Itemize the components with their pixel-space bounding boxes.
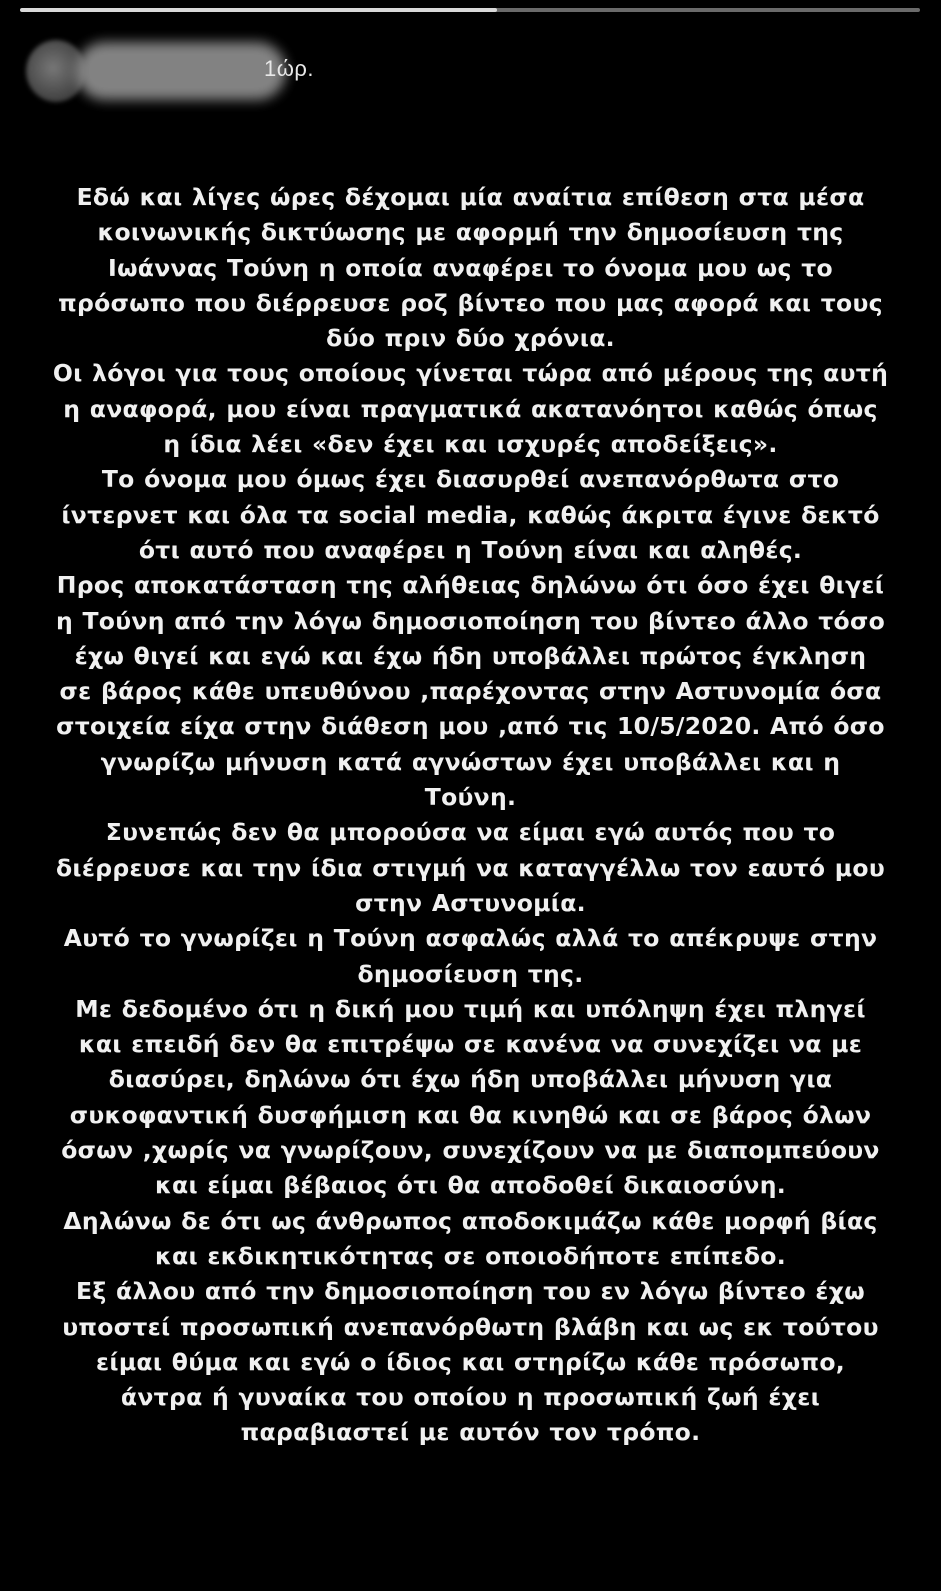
story-text-line: κοινωνικής δικτύωσης με αφορμή την δημοσίευση της <box>97 218 844 247</box>
story-text-line: δημοσίευση της. <box>357 959 584 988</box>
story-text-line: ίντερνετ και όλα τα social media, καθώς άκριτα έγινε δεκτό <box>61 500 880 529</box>
story-text-line: παραβιαστεί με αυτόν τον τρόπο. <box>240 1418 701 1447</box>
username-blurred[interactable] <box>76 42 286 100</box>
story-text-line: διέρρευσε και την ίδια στιγμή να καταγγέλλω τον εαυτό μου <box>55 853 885 882</box>
story-text-line: διασύρει, δηλώνω ότι έχω ήδη υποβάλλει μήνυση για <box>108 1065 833 1094</box>
story-text-line: η αναφορά, μου είναι πραγματικά ακατανόητοι καθώς όπως <box>63 394 878 423</box>
story-text-line: και επειδή δεν θα επιτρέψω σε κανένα να συνεχίζει να με <box>78 1030 863 1059</box>
story-text-line: Συνεπώς δεν θα μπορούσα να είμαι εγώ αυτός που το <box>105 818 836 847</box>
story-text-line: η Τούνη από την λόγω δημοσιοποίηση του βίντεο άλλο τόσο <box>55 606 886 635</box>
story-text-line: άντρα ή γυναίκα του οποίου η προσωπική ζωή έχει <box>120 1383 821 1412</box>
story-text-line: δύο πριν δύο χρόνια. <box>326 324 615 353</box>
story-text-line: και εκδικητικότητας σε οποιοδήποτε επίπεδο. <box>155 1241 786 1270</box>
story-text-line: Δηλώνω δε ότι ως άνθρωπος αποδοκιμάζω κάθε μορφή βίας <box>63 1206 878 1235</box>
story-text-line: ότι αυτό που αναφέρει η Τούνη είναι και αληθές. <box>138 535 803 564</box>
story-progress-bar <box>20 8 920 12</box>
story-text-line: Τούνη. <box>424 783 517 812</box>
post-time: 1ώρ. <box>264 56 315 81</box>
story-text-line: γνωρίζω μήνυση κατά αγνώστων έχει υποβάλλει και η <box>100 747 841 776</box>
story-text-line: πρόσωπο που διέρρευσε ροζ βίντεο που μας αφορά και τους <box>58 288 883 317</box>
story-text-line: στοιχεία είχα στην διάθεση μου ,από τις 10/5/2020. Από όσο <box>56 712 885 741</box>
story-text-line: Εξ άλλου από την δημοσιοποίηση του εν λόγω βίντεο έχω <box>76 1277 865 1306</box>
story-header <box>26 36 921 106</box>
story-text-line: έχω θιγεί και εγώ και έχω ήδη υποβάλλει πρώτος έγκληση <box>74 641 867 670</box>
story-text-line: Με δεδομένο ότι η δική μου τιμή και υπόληψη έχει πληγεί <box>75 994 866 1023</box>
story-text-line: Προς αποκατάσταση της αλήθειας δηλώνω ότι όσο έχει θιγεί <box>56 571 885 600</box>
story-text-line: υποστεί προσωπική ανεπανόρθωτη βλάβη και ως εκ τούτου <box>62 1312 879 1341</box>
story-text <box>40 180 901 1451</box>
story-text-line: όσων ,χωρίς να γνωρίζουν, συνεχίζουν να με διαπομπεύουν <box>61 1136 880 1165</box>
story-text-line: η ίδια λέει «δεν έχει και ισχυρές αποδείξεις». <box>163 430 778 459</box>
story-text-line: και είμαι βέβαιος ότι θα αποδοθεί δικαιοσύνη. <box>155 1171 786 1200</box>
story-text-line: στην Αστυνομία. <box>355 888 586 917</box>
story-text-line: Οι λόγοι για τους οποίους γίνεται τώρα από μέρους της αυτή <box>52 359 889 388</box>
story-text-line: Εδώ και λίγες ώρες δέχομαι μία αναίτια επίθεση στα μέσα <box>76 183 865 211</box>
story-text-line: σε βάρος κάθε υπευθύνου ,παρέχοντας στην Αστυνομία όσα <box>59 677 882 706</box>
story-text-line: είμαι θύμα και εγώ ο ίδιος και στηρίζω κάθε πρόσωπο, <box>95 1347 846 1376</box>
story-text-line: Το όνομα μου όμως έχει διασυρθεί ανεπανόρθωτα στο <box>101 465 840 494</box>
story-text-line: Αυτό το γνωρίζει η Τούνη ασφαλώς αλλά το απέκρυψε στην <box>63 924 878 953</box>
story-text-line: Ιωάννας Τούνη η οποία αναφέρει το όνομα μου ως το <box>108 253 833 282</box>
story-progress-fill <box>20 8 497 12</box>
story-text-line: συκοφαντική δυσφήμιση και θα κινηθώ και σε βάρος όλων <box>69 1100 872 1129</box>
